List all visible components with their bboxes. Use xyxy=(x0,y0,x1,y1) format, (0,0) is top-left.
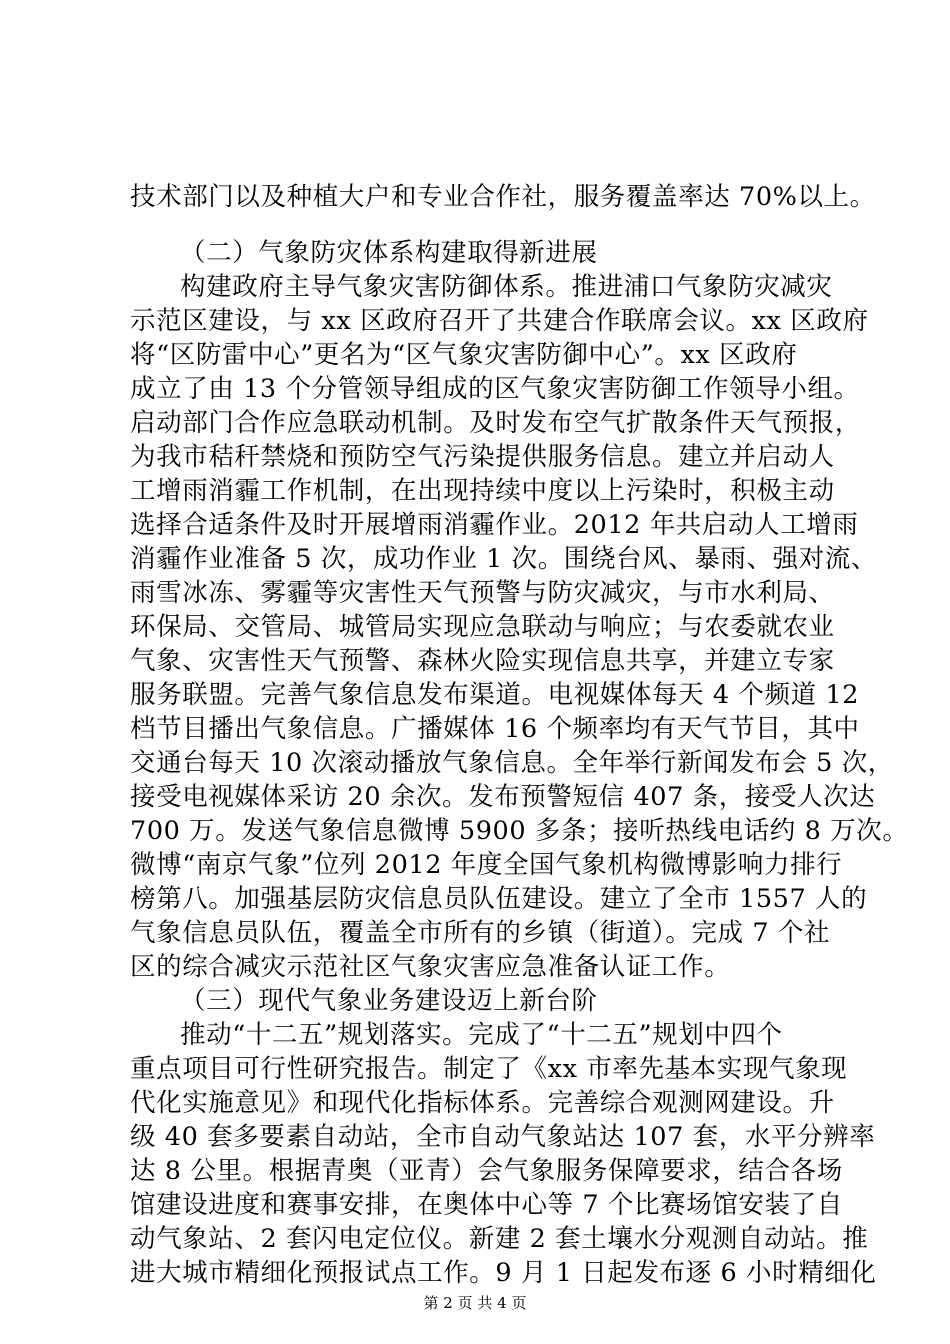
body-line: 技术部门以及种植大户和专业合作社，服务覆盖率达 70%以上。 xyxy=(130,182,876,212)
body-line: 推动“十二五”规划落实。完成了“十二五”规划中四个 xyxy=(180,1020,783,1050)
body-line: 馆建设进度和赛事安排，在奥体中心等 7 个比赛场馆安装了自 xyxy=(130,1190,843,1220)
body-line: 气象、灾害性天气预警、森林火险实现信息共享，并建立专家 xyxy=(130,646,835,676)
body-line: 消霾作业准备 5 次，成功作业 1 次。围绕台风、暴雨、强对流、 xyxy=(130,544,878,574)
body-line: 榜第八。加强基层防灾信息员队伍建设。建立了全市 1557 人的 xyxy=(130,884,868,914)
body-line: 环保局、交管局、城管局实现应急联动与响应；与农委就农业 xyxy=(130,612,835,642)
body-line: 选择合适条件及时开展增雨消霾作业。2012 年共启动人工增雨 xyxy=(130,510,859,540)
body-line: 代化实施意见》和现代化指标体系。完善综合观测网建设。升 xyxy=(130,1088,835,1118)
body-line: 构建政府主导气象灾害防御体系。推进浦口气象防灾减灾 xyxy=(180,272,833,302)
body-line: 接受电视媒体采访 20 余次。发布预警短信 407 条，接受人次达 xyxy=(130,782,876,812)
body-line: 达 8 公里。根据青奥（亚青）会气象服务保障要求，结合各场 xyxy=(130,1156,843,1186)
body-line: 工增雨消霾工作机制，在出现持续中度以上污染时，积极主动 xyxy=(130,476,835,506)
body-line: 级 40 套多要素自动站，全市自动气象站达 107 套，水平分辨率 xyxy=(130,1122,876,1152)
body-line: 气象信息员队伍，覆盖全市所有的乡镇（街道）。完成 7 个社 xyxy=(130,918,831,948)
body-line: 动气象站、2 套闪电定位仪。新建 2 套土壤水分观测自动站。推 xyxy=(130,1224,869,1254)
section-heading: （二）气象防灾体系构建取得新进展 xyxy=(180,238,598,268)
body-line: 启动部门合作应急联动机制。及时发布空气扩散条件天气预报， xyxy=(130,408,861,438)
body-line: 交通台每天 10 次滚动播放气象信息。全年举行新闻发布会 5 次， xyxy=(130,748,894,778)
body-line: 成立了由 13 个分管领导组成的区气象灾害防御工作领导小组。 xyxy=(130,374,860,404)
body-line: 重点项目可行性研究报告。制定了《xx 市率先基本实现气象现 xyxy=(130,1054,848,1084)
body-line: 将“区防雷中心”更名为“区气象灾害防御中心”。xx 区政府 xyxy=(130,340,798,370)
body-line: 进大城市精细化预报试点工作。9 月 1 日起发布逐 6 小时精细化 xyxy=(130,1258,877,1288)
body-line: 示范区建设，与 xx 区政府召开了共建合作联席会议。xx 区政府 xyxy=(130,306,869,336)
page-footer: 第 2 页 共 4 页 xyxy=(423,1294,527,1312)
body-line: 服务联盟。完善气象信息发布渠道。电视媒体每天 4 个频道 12 xyxy=(130,680,860,710)
body-line: 微博“南京气象”位列 2012 年度全国气象机构微博影响力排行 xyxy=(130,850,843,880)
body-line: 区的综合减灾示范社区气象灾害应急准备认证工作。 xyxy=(130,952,731,982)
body-line: 雨雪冰冻、雾霾等灾害性天气预警与防灾减灾，与市水利局、 xyxy=(130,578,835,608)
body-line: 档节目播出气象信息。广播媒体 16 个频率均有天气节目，其中 xyxy=(130,714,860,744)
section-heading: （三）现代气象业务建设迈上新台阶 xyxy=(180,986,598,1016)
body-line: 为我市秸秆禁烧和预防空气污染提供服务信息。建立并启动人 xyxy=(130,442,835,472)
body-line: 700 万。发送气象信息微博 5900 多条；接听热线电话约 8 万次。 xyxy=(130,816,909,846)
